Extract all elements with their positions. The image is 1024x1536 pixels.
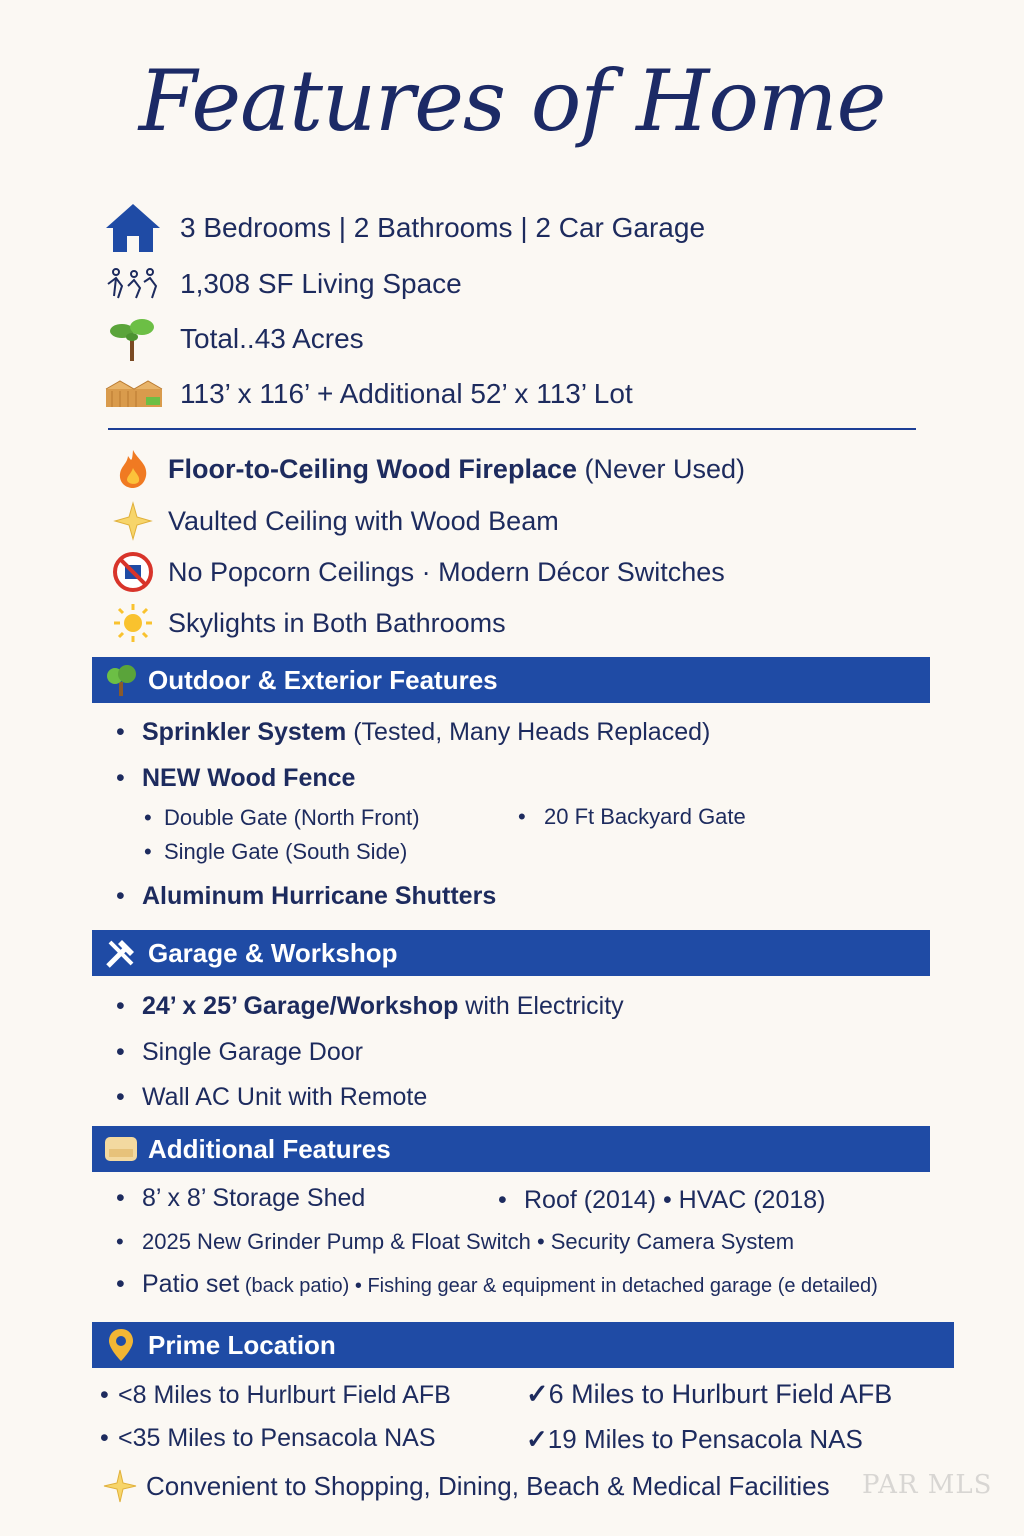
feature-skylights: Skylights in Both Bathrooms (110, 601, 506, 645)
sparkle-icon (100, 1464, 140, 1508)
list-item-gate-single: • Single Gate (South Side) (144, 839, 408, 864)
location-pensacola-left: • <35 Miles to Pensacola NAS (100, 1424, 436, 1452)
feature-no-popcorn: No Popcorn Ceilings · Modern Décor Switches (110, 550, 725, 594)
feature-fireplace: Floor-to-Ceiling Wood Fireplace (Never Used) (110, 447, 745, 491)
stat-lot: 113’ x 116’ + Additional 52’ x 113’ Lot (104, 372, 633, 416)
list-item-shed: • 8’ x 8’ Storage Shed (116, 1184, 366, 1212)
page-title: Features of Home (138, 52, 886, 150)
location-pensacola-right: ✓19 Miles to Pensacola NAS (526, 1424, 863, 1454)
stat-bedrooms: 3 Bedrooms | 2 Bathrooms | 2 Car Garage (104, 206, 705, 250)
sparkle-icon (110, 499, 156, 543)
list-item-gate-backyard: • 20 Ft Backyard Gate (518, 804, 746, 829)
list-item-grinder-pump: • 2025 New Grinder Pump & Float Switch • Security Camera System (116, 1229, 795, 1254)
list-item-roof-hvac: • Roof (2014) • HVAC (2018) (498, 1186, 826, 1214)
map-pin-icon (98, 1322, 144, 1368)
location-convenient: Convenient to Shopping, Dining, Beach & Medical Facilities (100, 1464, 830, 1508)
watermark: PAR MLS (862, 1470, 993, 1500)
sun-icon (110, 601, 156, 645)
tree-icon (104, 317, 164, 361)
list-item-fence: • NEW Wood Fence (116, 764, 356, 792)
stat-living-space: 1,308 SF Living Space (104, 262, 462, 306)
section-header-location: Prime Location (92, 1322, 954, 1368)
list-item-patio: • Patio set (back patio) • Fishing gear & equipment in detached garage (e detailed) (116, 1270, 878, 1298)
list-item-garage-door: • Single Garage Door (116, 1038, 363, 1066)
section-header-outdoor: Outdoor & Exterior Features (92, 657, 930, 703)
section-header-additional: Additional Features (92, 1126, 930, 1172)
tree-icon (98, 657, 144, 703)
no-sign-icon (110, 550, 156, 594)
list-item-sprinkler: • Sprinkler System (Tested, Many Heads Replaced) (116, 718, 711, 746)
list-item-wall-ac: • Wall AC Unit with Remote (116, 1083, 428, 1111)
list-item-garage-workshop: • 24’ x 25’ Garage/Workshop with Electricity (116, 992, 624, 1020)
location-hurlburt-right: ✓6 Miles to Hurlburt Field AFB (526, 1379, 893, 1409)
flame-icon (110, 447, 156, 491)
list-item-gate-double: • Double Gate (North Front) (144, 805, 420, 830)
location-hurlburt-left: • <8 Miles to Hurlburt Field AFB (100, 1381, 451, 1409)
check-icon: ✓ (526, 1379, 549, 1409)
house-icon (104, 206, 164, 250)
stat-acres: Total..43 Acres (104, 317, 364, 361)
list-item-shutters: • Aluminum Hurricane Shutters (116, 882, 497, 910)
couch-icon (98, 1126, 144, 1172)
divider (108, 428, 916, 430)
check-icon: ✓ (526, 1424, 548, 1454)
tools-icon (98, 930, 144, 976)
feature-vaulted-ceiling: Vaulted Ceiling with Wood Beam (110, 499, 559, 543)
lot-icon (104, 372, 164, 416)
family-icon (104, 262, 164, 306)
section-header-garage: Garage & Workshop (92, 930, 930, 976)
